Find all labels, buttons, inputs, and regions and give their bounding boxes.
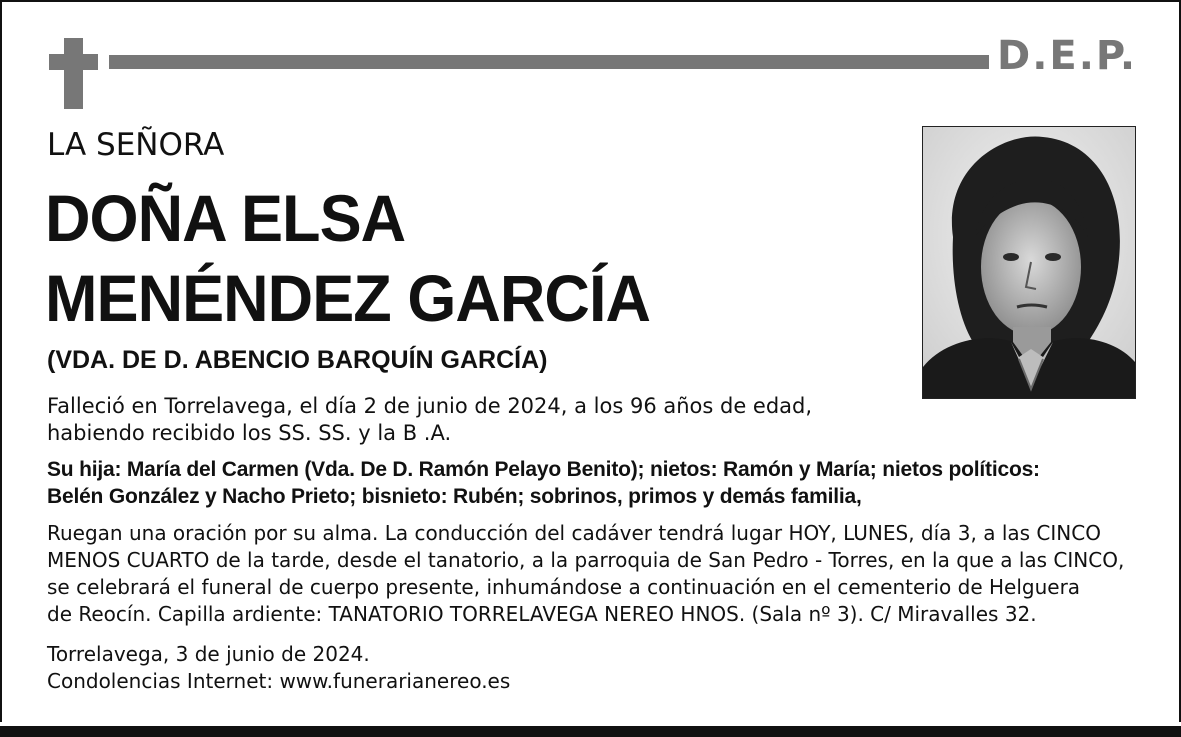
header-rule bbox=[109, 55, 989, 69]
death-notice-line: habiendo recibido los SS. SS. y la B .A. bbox=[47, 421, 452, 445]
death-notice bbox=[47, 393, 812, 447]
deceased-name-line1: DOÑA ELSA bbox=[45, 181, 406, 255]
ceremony-details bbox=[47, 520, 1124, 628]
cross-icon bbox=[49, 38, 98, 109]
salutation: LA SEÑORA bbox=[47, 127, 225, 163]
ceremony-line: Ruegan una oración por su alma. La conducción del cadáver tendrá lugar HOY, LUNES, día 3, a las CINCO bbox=[47, 521, 1101, 545]
portrait-photo bbox=[922, 126, 1136, 399]
ceremony-line: de Reocín. Capilla ardiente: TANATORIO TORRELAVEGA NEREO HNOS. (Sala nº 3). C/ Miravalles 32. bbox=[47, 602, 1037, 626]
condolences-link[interactable]: Condolencias Internet: www.funerarianereo.es bbox=[47, 669, 511, 693]
widow-of: (VDA. DE D. ABENCIO BARQUÍN GARCÍA) bbox=[47, 346, 548, 374]
ceremony-line: se celebrará el funeral de cuerpo presente, inhumándose a continuación en el cementerio de Helguera bbox=[47, 575, 1081, 599]
place-date: Torrelavega, 3 de junio de 2024. bbox=[47, 642, 370, 666]
closing bbox=[47, 641, 510, 695]
bottom-bar bbox=[0, 726, 1181, 737]
family-line: Su hija: María del Carmen (Vda. De D. Ramón Pelayo Benito); nietos: Ramón y María; nietos políticos: bbox=[47, 458, 1040, 481]
deceased-name-line2: MENÉNDEZ GARCÍA bbox=[45, 261, 651, 335]
family-line: Belén González y Nacho Prieto; bisnieto: Rubén; sobrinos, primos y demás familia, bbox=[47, 485, 862, 508]
dep-label: D.E.P. bbox=[997, 33, 1138, 79]
family-list bbox=[47, 456, 1040, 510]
ceremony-line: MENOS CUARTO de la tarde, desde el tanatorio, a la parroquia de San Pedro - Torres, en la que a las CINCO, bbox=[47, 548, 1125, 572]
death-notice-line: Falleció en Torrelavega, el día 2 de junio de 2024, a los 96 años de edad, bbox=[47, 394, 813, 418]
